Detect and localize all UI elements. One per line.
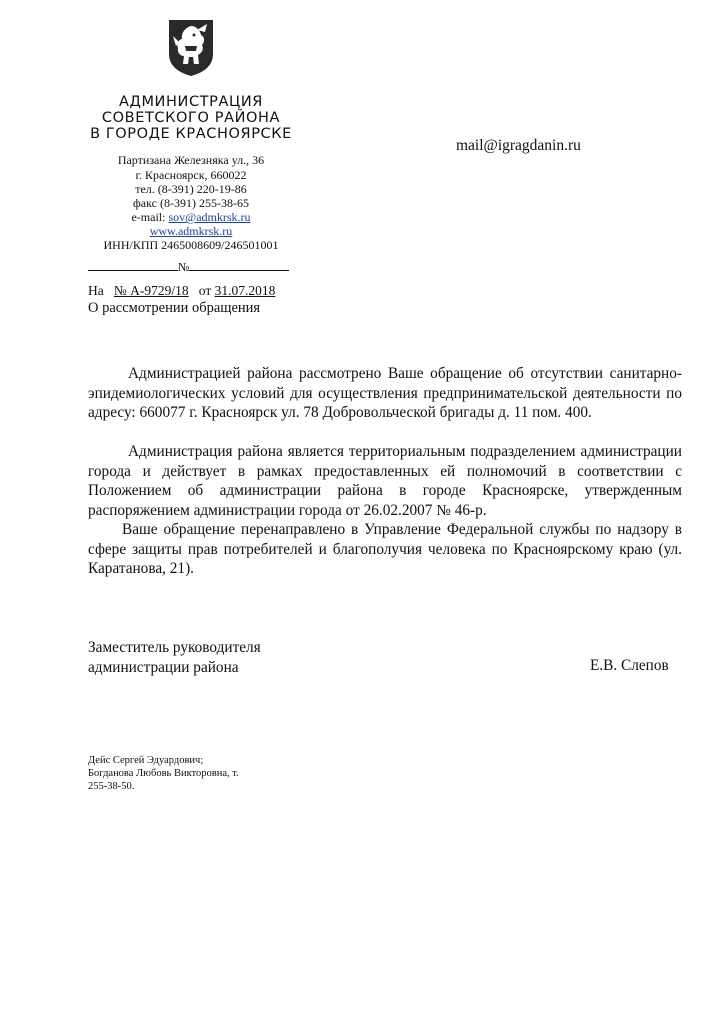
body-paragraph-3 bbox=[88, 520, 682, 579]
address-street: Партизана Железняка ул., 36 bbox=[117, 153, 265, 167]
ref-date: 31.07.2018 bbox=[214, 283, 276, 298]
inn-kpp: ИНН/КПП 2465008609/246501001 bbox=[103, 238, 279, 252]
number-sign: № bbox=[178, 260, 190, 274]
signatory-title bbox=[88, 638, 261, 677]
paragraph-3-text: Ваше обращение перенаправлено в Управление Федеральной службы по надзору в сфере защиты прав потребителей и благополучия человека по Красноярскому краю (ул. Каратанова, 21). bbox=[88, 521, 682, 578]
signatory-name: Е.В. Слепов bbox=[590, 657, 669, 674]
executor-line-2: Богданова Любовь Викторовна, т. bbox=[88, 768, 239, 779]
address-fax: факс (8-391) 255-38-65 bbox=[133, 196, 249, 210]
date-blank bbox=[88, 258, 178, 271]
subject-line: О рассмотрении обращения bbox=[88, 300, 261, 316]
body-paragraph-1 bbox=[88, 364, 682, 423]
address-phone: тел. (8-391) 220-19-86 bbox=[135, 182, 247, 196]
reference-line bbox=[88, 283, 275, 299]
ref-from: от bbox=[198, 283, 212, 298]
body-paragraph-2 bbox=[88, 442, 682, 520]
org-website-link[interactable]: www.admkrsk.ru bbox=[149, 224, 233, 238]
signatory-title-line-2: администрации района bbox=[88, 658, 239, 676]
address-website-line bbox=[80, 224, 302, 239]
email-label: e-mail: bbox=[131, 210, 169, 224]
signatory-title-line-1: Заместитель руководителя bbox=[88, 639, 261, 656]
number-blank bbox=[189, 258, 289, 271]
coat-of-arms-emblem bbox=[167, 18, 215, 78]
address-city: г. Красноярск, 660022 bbox=[135, 168, 247, 182]
executor-line-1: Дейс Сергей Эдуардович; bbox=[88, 755, 204, 766]
paragraph-2-text: Администрация района является территориальным подразделением администрации города и действует в рамках предоставленных ей полномочий в соответствии с Положением об администрации района в городе Красноярске, утвержденным распоряжением администрации города от 26.02.2007 № 46-р. bbox=[88, 443, 682, 519]
org-name-line-2: СОВЕТСКОГО РАЙОНА bbox=[101, 110, 281, 126]
ref-prefix: На bbox=[88, 283, 104, 298]
ref-number: № А-9729/18 bbox=[113, 283, 189, 298]
org-name-line-3: В ГОРОДЕ КРАСНОЯРСКЕ bbox=[90, 126, 292, 142]
paragraph-1-text: Администрацией района рассмотрено Ваше обращение об отсутствии санитарно-эпидемиологических условий для осуществления предпринимательской деятельности по адресу: 660077 г. Красноярск ул. 78 Добровольческой бригады д. 11 пом. 400. bbox=[88, 365, 682, 422]
org-email-link[interactable]: sov@admkrsk.ru bbox=[168, 210, 251, 224]
address-email-line bbox=[80, 210, 302, 225]
recipient-email: mail@igragdanin.ru bbox=[456, 137, 581, 154]
executor-line-3: 255-38-50. bbox=[88, 781, 135, 792]
org-name-line-1: АДМИНИСТРАЦИЯ bbox=[119, 94, 263, 110]
registration-line bbox=[88, 258, 289, 275]
